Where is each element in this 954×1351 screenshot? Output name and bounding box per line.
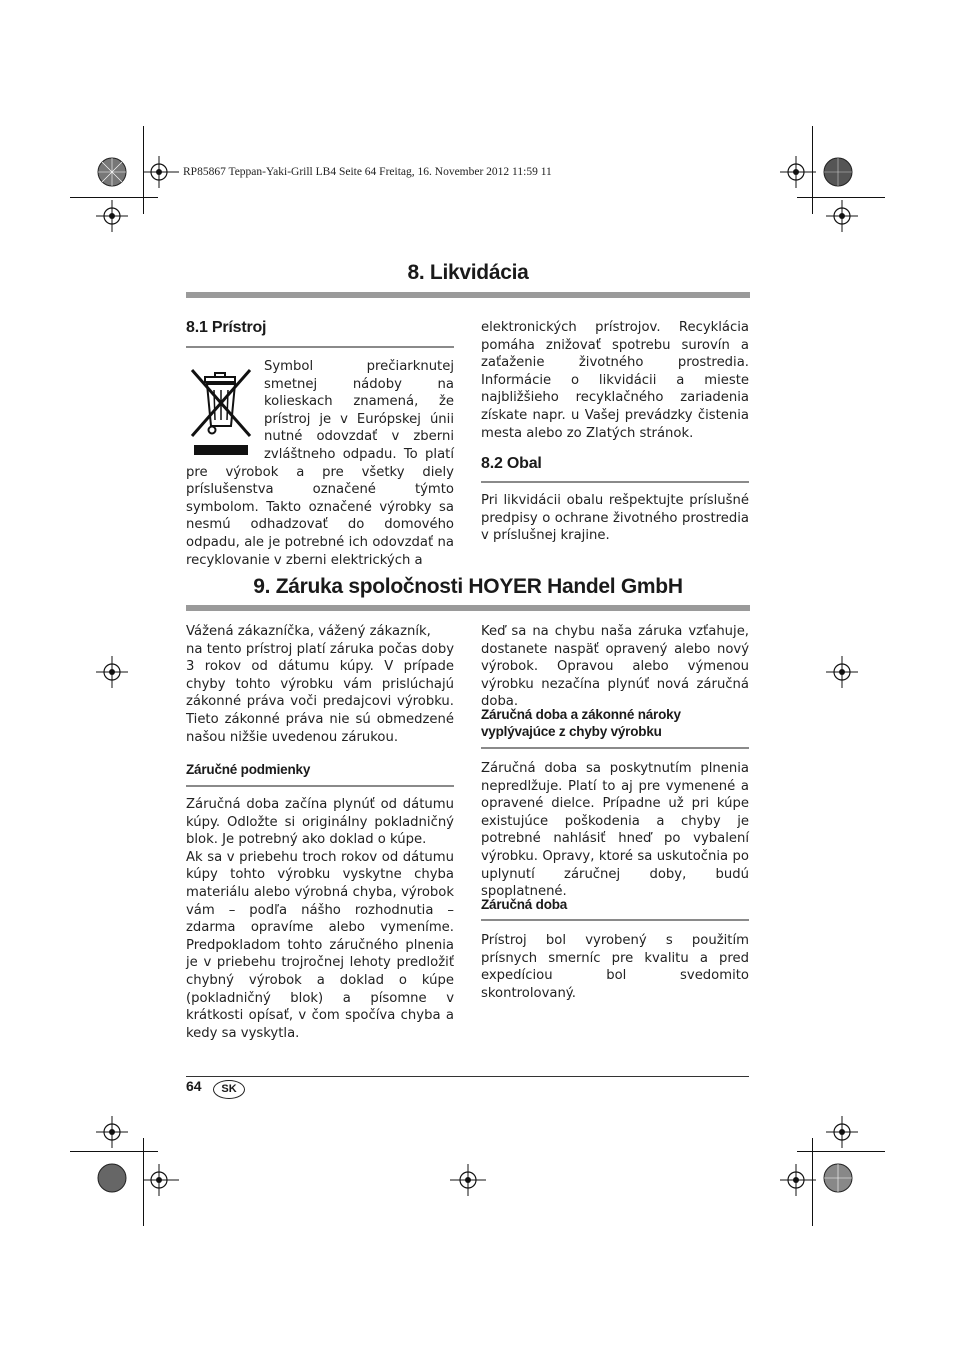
section-9-intro	[186, 623, 454, 746]
section-9-title: 9. Záruka spoločnosti HOYER Handel GmbH	[253, 575, 683, 598]
section-9-title-bar	[186, 605, 750, 611]
section-8-1-rule	[186, 346, 454, 348]
claims-heading: Záručná doba a zákonné nároky vyplývajúce z chyby výrobku	[481, 707, 681, 739]
registration-crosshair-icon	[143, 152, 183, 192]
registration-crosshair-icon	[96, 1116, 132, 1152]
print-header: RP85867 Teppan-Yaki-Grill LB4 Seite 64 Freitag, 16. November 2012 11:59 11	[183, 166, 552, 178]
section-8-1-heading: 8.1 Prístroj	[186, 319, 267, 336]
registration-crosshair-icon	[96, 656, 132, 692]
registration-crosshair-icon	[826, 656, 862, 692]
registration-crosshair-icon	[96, 200, 132, 236]
registration-crosshair-icon	[780, 1164, 820, 1200]
section-8-2-rule	[481, 481, 749, 483]
greeting: Vážená zákazníčka, vážený zákazník,	[186, 624, 431, 639]
period-text: Prístroj bol vyrobený s použitím prísnych smerníc pre kvalitu a pred expedíciou bol svedomito skontrolovaný.	[481, 933, 749, 1001]
section-8-1-continuation: elektronických prístrojov. Recyklácia pomáha znižovať spotrebu surovín a zaťaženie životného prostredia. Informácie o likvidácii a mieste najbližšieho recyklačného zariadenia získate napr. u Vašej prevádzky čistenia mesta alebo zo Zlatých stránok.	[481, 320, 749, 441]
section-8-2-heading: 8.2 Obal	[481, 455, 542, 472]
right-intro-text: Keď sa na chybu naša záruka vzťahuje, dostanete naspäť opravený alebo nový výrobok. Opravou alebo výmenou výrobku nezačína plynúť nová záručná doba.	[481, 624, 749, 710]
footer-rule	[186, 1076, 749, 1077]
section-8-title: 8. Likvidácia	[407, 261, 529, 284]
registration-crosshair-icon	[780, 152, 820, 192]
registration-mark-icon	[96, 1158, 136, 1198]
registration-crosshair-icon	[826, 1116, 862, 1152]
registration-mark-icon	[822, 1158, 862, 1198]
conditions-rule	[186, 785, 454, 787]
conditions-heading: Záručné podmienky	[186, 762, 311, 777]
section-8-2-text: Pri likvidácii obalu rešpektujte príslušné predpisy o ochrane životného prostredia v príslušnej krajine.	[481, 493, 749, 544]
conditions-paragraph-2: Ak sa v priebehu troch rokov od dátumu kúpy tohto výrobku vyskytne chyba materiálu alebo výrobná chyba, výrobok vám – podľa nášho rozhodnutia – zdarma opravíme alebo vymeníme. Predpokladom tohto záručného plnenia je v priebehu trojročnej lehoty predložiť chybný výrobok a doklad o kúpe (pokladničný blok) a písomne v krátkosti opísať, v čom spočíva chyba a kedy sa vyskytla.	[186, 849, 454, 1041]
icon-text-wrap	[186, 358, 264, 460]
period-heading: Záručná doba	[481, 897, 568, 912]
section-8-1-text: Symbol prečiarknutej smetnej nádoby na kolieskach znamená, že prístroj je v Európskej únii nutné odovzdať v zberni zvláštneho odpadu. To platí pre výrobok a pre všetky diely príslušenstva označené týmto symbolom. Takto označené výrobky sa nesmú odhadzovať do domového odpadu, ale je potrebné ich odovzdať na recyklovanie v zberni elektrických a	[186, 359, 454, 568]
conditions-paragraph-1: Záručná doba začína plynúť od dátumu kúpy. Odložte si originálny pokladničný blok. Je potrebný ako doklad o kúpe.	[186, 797, 454, 848]
registration-mark-icon	[96, 146, 136, 198]
conditions-text	[186, 796, 454, 1042]
claims-text: Záručná doba sa poskytnutím plnenia nepredlžuje. Platí to aj pre vymenené a opravené dielce. Prípadne už pri kúpe existujúce poškodenia a chyby je potrebné nahlásiť hneď po vybalení výrobku. Opravy, ktoré sa uskutočnia po uplynutí záručnej doby, budú spoplatnené.	[481, 761, 749, 900]
claims-rule	[481, 747, 749, 749]
intro-paragraph: na tento prístroj platí záruka počas doby 3 rokov od dátumu kúpy. V prípade chyby tohto výrobku vám prislúchajú zákonné práva voči predajcovi výrobku. Tieto zákonné práva nie sú obmedzené našou nižšie uvedenou zárukou.	[186, 641, 454, 745]
registration-mark-icon	[822, 146, 862, 198]
registration-crosshair-icon	[826, 200, 862, 236]
section-8-title-bar	[186, 292, 750, 298]
period-rule	[481, 919, 749, 921]
registration-crosshair-icon	[143, 1164, 183, 1200]
page-number: 64	[186, 1078, 202, 1094]
language-badge: SK	[213, 1080, 245, 1099]
registration-crosshair-icon	[450, 1164, 490, 1200]
